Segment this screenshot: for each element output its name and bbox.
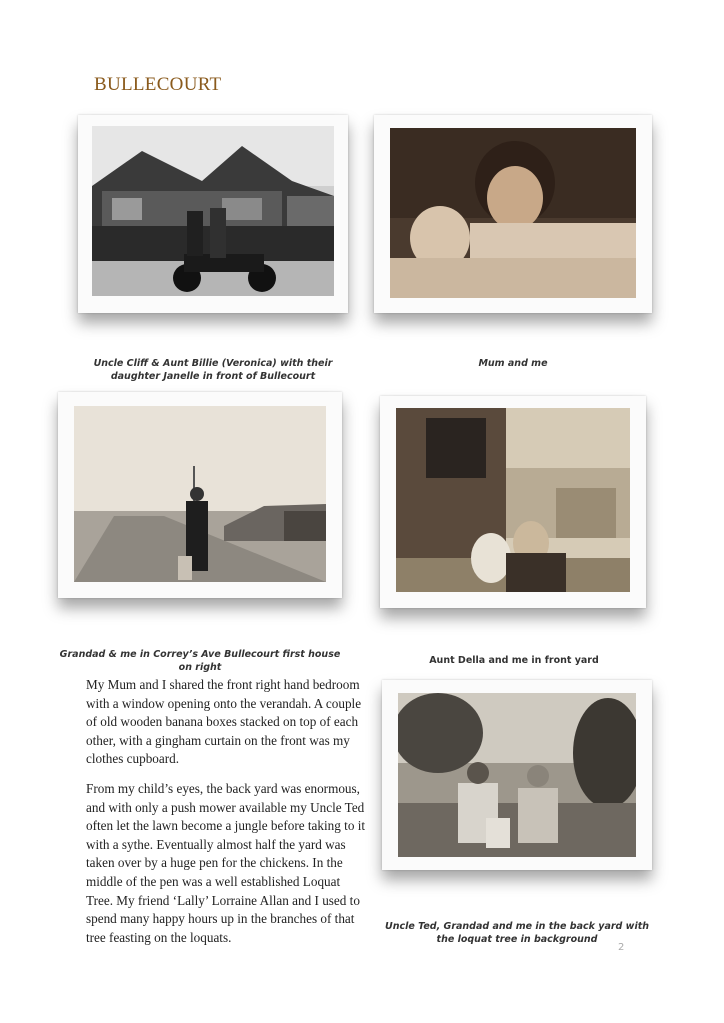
aunt-della-photo [380, 396, 646, 608]
page-number: 2 [618, 942, 625, 953]
photo-caption: Uncle Cliff & Aunt Billie (Veronica) with their daughter Janelle in front of Bullecourt [93, 358, 333, 382]
body-paragraph: From my child’s eyes, the back yard was enormous, and with only a push mower available my Uncle Ted often let the lawn become a jungle before taking to it with a sythe. Eventually almost half the yard was taken over by a huge pen for the chickens. In the middle of the pen was a well established Loquat Tree. My friend ‘Lally’ Lorraine Allan and I used to spend many happy hours up in the branches of that tree feasting on the loquats. [86, 780, 366, 945]
photo-caption: Aunt Della and me in front yard [429, 655, 599, 666]
mum-and-baby-photo [374, 115, 652, 313]
body-text [86, 676, 368, 958]
house-motorbike-photo [78, 115, 348, 313]
backyard-photo [382, 680, 652, 870]
photo-caption: Mum and me [478, 358, 548, 369]
photo-caption: Uncle Ted, Grandad and me in the back yard with the loquat tree in background [384, 921, 650, 945]
photo-caption: Grandad & me in Correy’s Ave Bullecourt first house on right [59, 649, 341, 673]
body-paragraph: My Mum and I shared the front right hand bedroom with a window opening onto the verandah. A couple of old wooden banana boxes stacked on top of each other, with a gingham curtain on the front was my clothes cupboard. [86, 677, 362, 767]
grandad-street-photo [58, 392, 342, 598]
page-title: BULLECOURT [94, 74, 222, 95]
